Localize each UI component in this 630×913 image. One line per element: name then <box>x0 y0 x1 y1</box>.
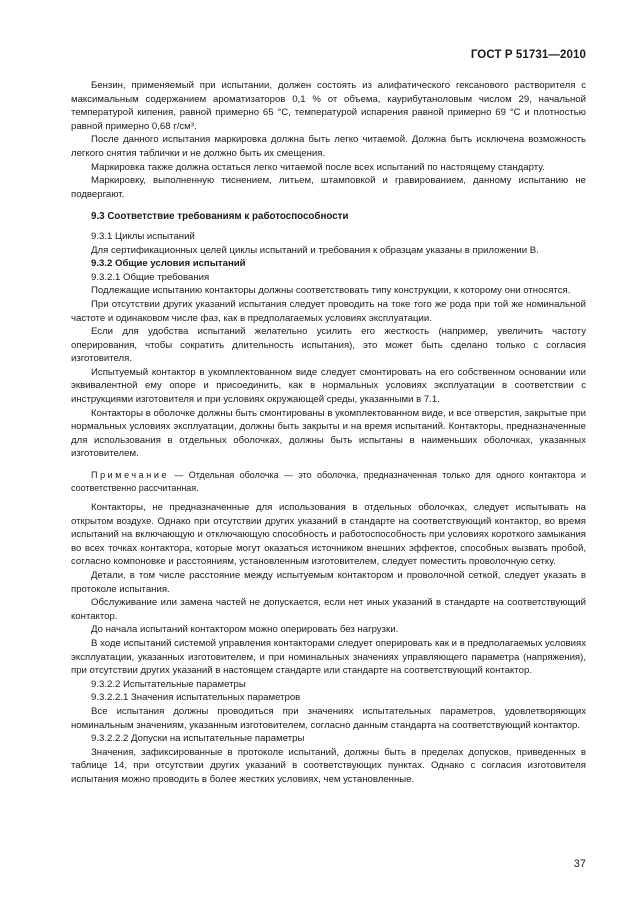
paragraph: Подлежащие испытанию контакторы должны соответствовать типу конструкции, к которому они относятся. <box>91 285 571 297</box>
note-label: Примечание <box>91 470 170 481</box>
paragraph: Все испытания должны проводиться при значениях испытательных параметров, удовлетворяющих номинальным значениям, указанным изготовителем, согласно данным стандарта на соответствующий контактор. <box>71 705 586 731</box>
subsection-title: 9.3.1 Циклы испытаний <box>91 230 195 242</box>
paragraph: Контакторы в оболочке должны быть смонтированы в укомплектованном виде, и все отверстия, закрытые при нормальных условиях эксплуатации, должны быть закрыты и на время испытаний. Контакторы, предназначенные для использования в отдельных оболочках, должны быть испытаны в наименьших оболочках, указанных изготовителем. <box>71 407 586 460</box>
paragraph: При отсутствии других указаний испытания следует проводить на токе того же рода при той же номинальной частоте и одинаковом числе фаз, как в предполагаемых условиях эксплуатации. <box>71 298 586 324</box>
paragraph: Контакторы, не предназначенные для использования в отдельных оболочках, следует испытывать на открытом воздухе. Однако при отсутствии других указаний в стандарте на соответствующий контактор, во время испытаний на включающую и отключающую способность и работоспособность при условиях короткого замыкания во всех точках контактора, которые могут оказаться источником внешних эффектов, способных вызвать пробой, согласно компоновке и расстояниям, установленным изготовителем, следует поместить проволочную сетку. <box>71 502 586 568</box>
section-heading: 9.3 Соответствие требованиям к работоспособности <box>91 211 349 223</box>
paragraph: Маркировка также должна остаться легко читаемой после всех испытаний по настоящему стандарту. <box>91 161 545 173</box>
paragraph: Бензин, применяемый при испытании, должен состоять из алифатического гексанового растворителя с максимальным содержанием ароматизаторов 0,1 % от объема, каурибутаноловым числом 29, начальной температурой кипения, равной примерно 65 °С, температурой испарения равной примерно 69 °С и плотностью равной примерно 0,68 г/см³. <box>71 80 586 132</box>
subsection-title: 9.3.2 Общие условия испытаний <box>91 258 246 270</box>
document-body <box>71 79 586 787</box>
paragraph: После данного испытания маркировка должна быть легко читаемой. Должна быть исключена возможность легкого снятия таблички и не должно быть их смещения. <box>71 134 586 159</box>
subsection-title: 9.3.2.2.1 Значения испытательных параметров <box>91 692 301 704</box>
paragraph: Если для удобства испытаний желательно усилить его жесткость (например, увеличить частоту оперирования, чтобы сократить длительность испытания), это может быть сделано только с согласия изготовителя. <box>71 326 586 365</box>
paragraph: До начала испытаний контактором можно оперировать без нагрузки. <box>91 624 399 636</box>
paragraph: В ходе испытаний системой управления контакторами следует оперировать как и в предполагаемых условиях эксплуатации, указанных изготовителем, и при номинальных значениях управляющего параметра (напряжения), при отсутствии других указаний в настоящем стандарте или стандарте на соответствующий контактор. <box>71 637 586 677</box>
note <box>71 469 586 495</box>
subsection-title: 9.3.2.2.2 Допуски на испытательные параметры <box>91 733 305 745</box>
page-number: 37 <box>573 858 586 870</box>
paragraph: Детали, в том числе расстояние между испытуемым контактором и проволочной сеткой, следует указать в протоколе испытания. <box>71 570 586 595</box>
paragraph: Для сертификационных целей циклы испытаний и требования к образцам указаны в приложении В. <box>91 244 539 256</box>
paragraph: Испытуемый контактор в укомплектованном виде следует смонтировать на его собственном основании или эквивалентной ему опоре и присоединить, как в нормальных условиях эксплуатации в соответствии с инструкциями изготовителя и при условиях окружающей среды, указанными в 7.1. <box>71 366 586 406</box>
paragraph: Маркировку, выполненную тиснением, литьем, штамповкой и гравированием, данному испытанию не подвергают. <box>71 175 586 200</box>
standard-header: ГОСТ Р 51731—2010 <box>470 49 586 61</box>
paragraph: Обслуживание или замена частей не допускается, если нет иных указаний в стандарте на соответствующий контактор. <box>71 597 586 622</box>
note-text: — Отдельная оболочка — это оболочка, предназначенная только для одного контактора и соответственно рассчитанная. <box>71 470 586 494</box>
paragraph: Значения, зафиксированные в протоколе испытаний, должны быть в пределах допусков, приведенных в таблице 14, при отсутствии других указаний в соответствующих пунктах. Однако с согласия изготовителя испытания можно проводить в более жестких условиях, чем установленные. <box>71 746 586 785</box>
subsection-title: 9.3.2.1 Общие требования <box>91 271 210 283</box>
subsection-title: 9.3.2.2 Испытательные параметры <box>91 678 246 690</box>
